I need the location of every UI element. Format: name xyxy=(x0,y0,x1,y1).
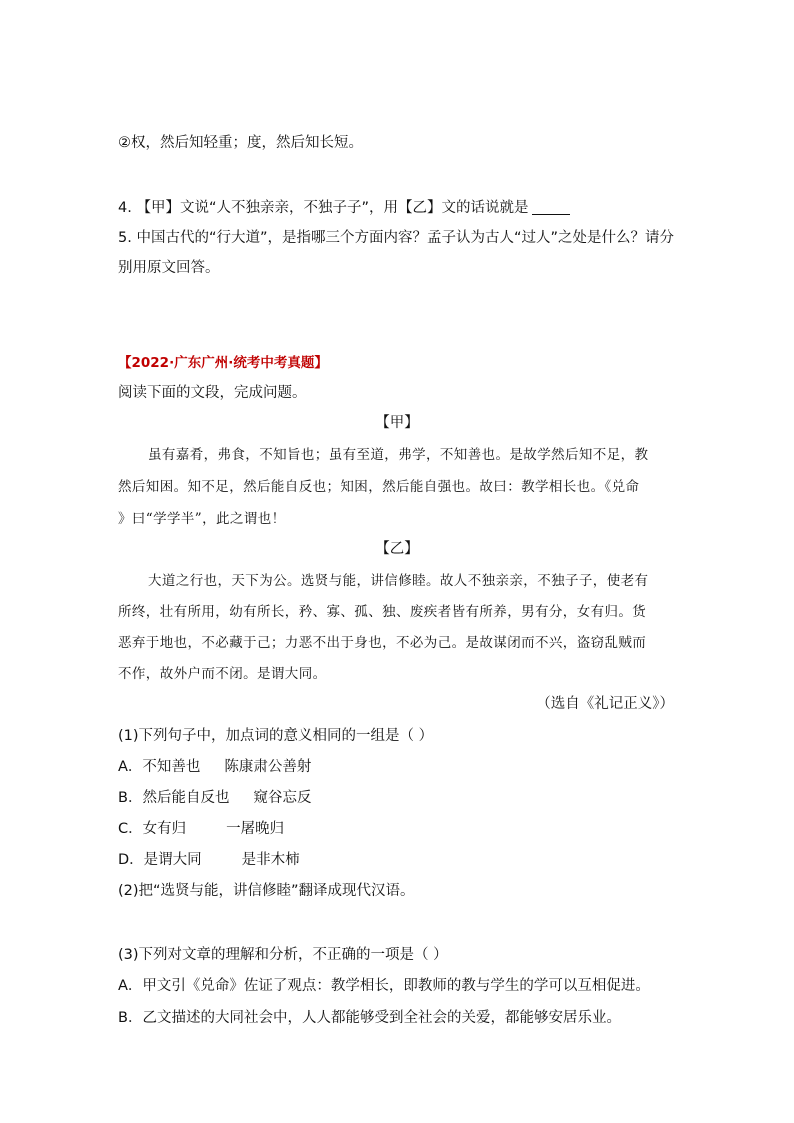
option-d-right: 是非木柿 xyxy=(241,852,300,868)
exam-source-tag: 【2022·广东广州·统考中考真题】 xyxy=(118,355,328,371)
question-1-option-b xyxy=(118,788,311,808)
question-2: (2)把“选贤与能，讲信修睦”翻译成现代汉语。 xyxy=(118,883,415,899)
option-a-right: 陈康肃公善射 xyxy=(224,759,312,775)
question-3-stem: (3)下列对文章的理解和分析，不正确的一项是（ ） xyxy=(118,947,448,963)
question-1-option-c xyxy=(118,819,284,839)
option-a-left: A．不知善也 xyxy=(118,759,201,775)
passage-jia-title: 【甲】 xyxy=(375,415,419,431)
passage-yi-line: 所终，壮有所用，幼有所长，矜、寡、孤、独、废疾者皆有所养，男有分，女有归。货 xyxy=(118,604,647,620)
question-5-line-1: 5. 中国古代的“行大道”，是指哪三个方面内容？孟子认为古人“过人”之处是什么？请分 xyxy=(118,230,674,246)
passage-yi-line: 恶弃于地也，不必藏于己；力恶不出于身也，不必为己。是故谋闭而不兴，盗窃乱贼而 xyxy=(118,635,647,651)
option-c-left: C．女有归 xyxy=(118,821,187,837)
question-5-line-2: 别用原文回答。 xyxy=(118,260,220,276)
question-1-option-d xyxy=(118,850,300,870)
option-c-right: 一屠晚归 xyxy=(226,821,285,837)
option-d-left: D．是谓大同 xyxy=(118,852,202,868)
answer-blank xyxy=(532,200,570,215)
question-4-text: 4. 【甲】文说“人不独亲亲，不独子子”，用【乙】文的话说就是 xyxy=(118,200,529,216)
question-1-option-a xyxy=(118,757,311,777)
instruction: 阅读下面的文段，完成问题。 xyxy=(118,385,307,401)
passage-yi-line: 不作，故外户而不闭。是谓大同。 xyxy=(118,666,327,682)
option-b-right: 窥谷忘反 xyxy=(253,790,312,806)
prev-question-item-2: ②权，然后知轻重；度，然后知长短。 xyxy=(118,135,363,151)
passage-jia-line: 》曰“学学半”，此之谓也！ xyxy=(118,511,286,527)
passage-jia-line: 虽有嘉肴，弗食，不知旨也；虽有至道，弗学，不知善也。是故学然后知不足，教 xyxy=(148,447,649,463)
question-3-option-a: A．甲文引《兑命》佐证了观点：教学相长，即教师的教与学生的学可以互相促进。 xyxy=(118,978,650,994)
passage-yi-title: 【乙】 xyxy=(375,541,419,557)
passage-yi-line: 大道之行也，天下为公。选贤与能，讲信修睦。故人不独亲亲，不独子子，使老有 xyxy=(148,573,649,589)
question-4 xyxy=(118,198,570,218)
passage-source: （选自《礼记正义》） xyxy=(536,696,674,712)
option-b-left: B．然后能自反也 xyxy=(118,790,230,806)
question-1-stem: (1)下列句子中，加点词的意义相同的一组是（ ） xyxy=(118,728,434,744)
question-3-option-b: B．乙文描述的大同社会中，人人都能够受到全社会的关爱，都能够安居乐业。 xyxy=(118,1010,621,1026)
passage-jia-line: 然后知困。知不足，然后能自反也；知困，然后能自强也。故曰：教学相长也。《兑命 xyxy=(118,479,640,495)
